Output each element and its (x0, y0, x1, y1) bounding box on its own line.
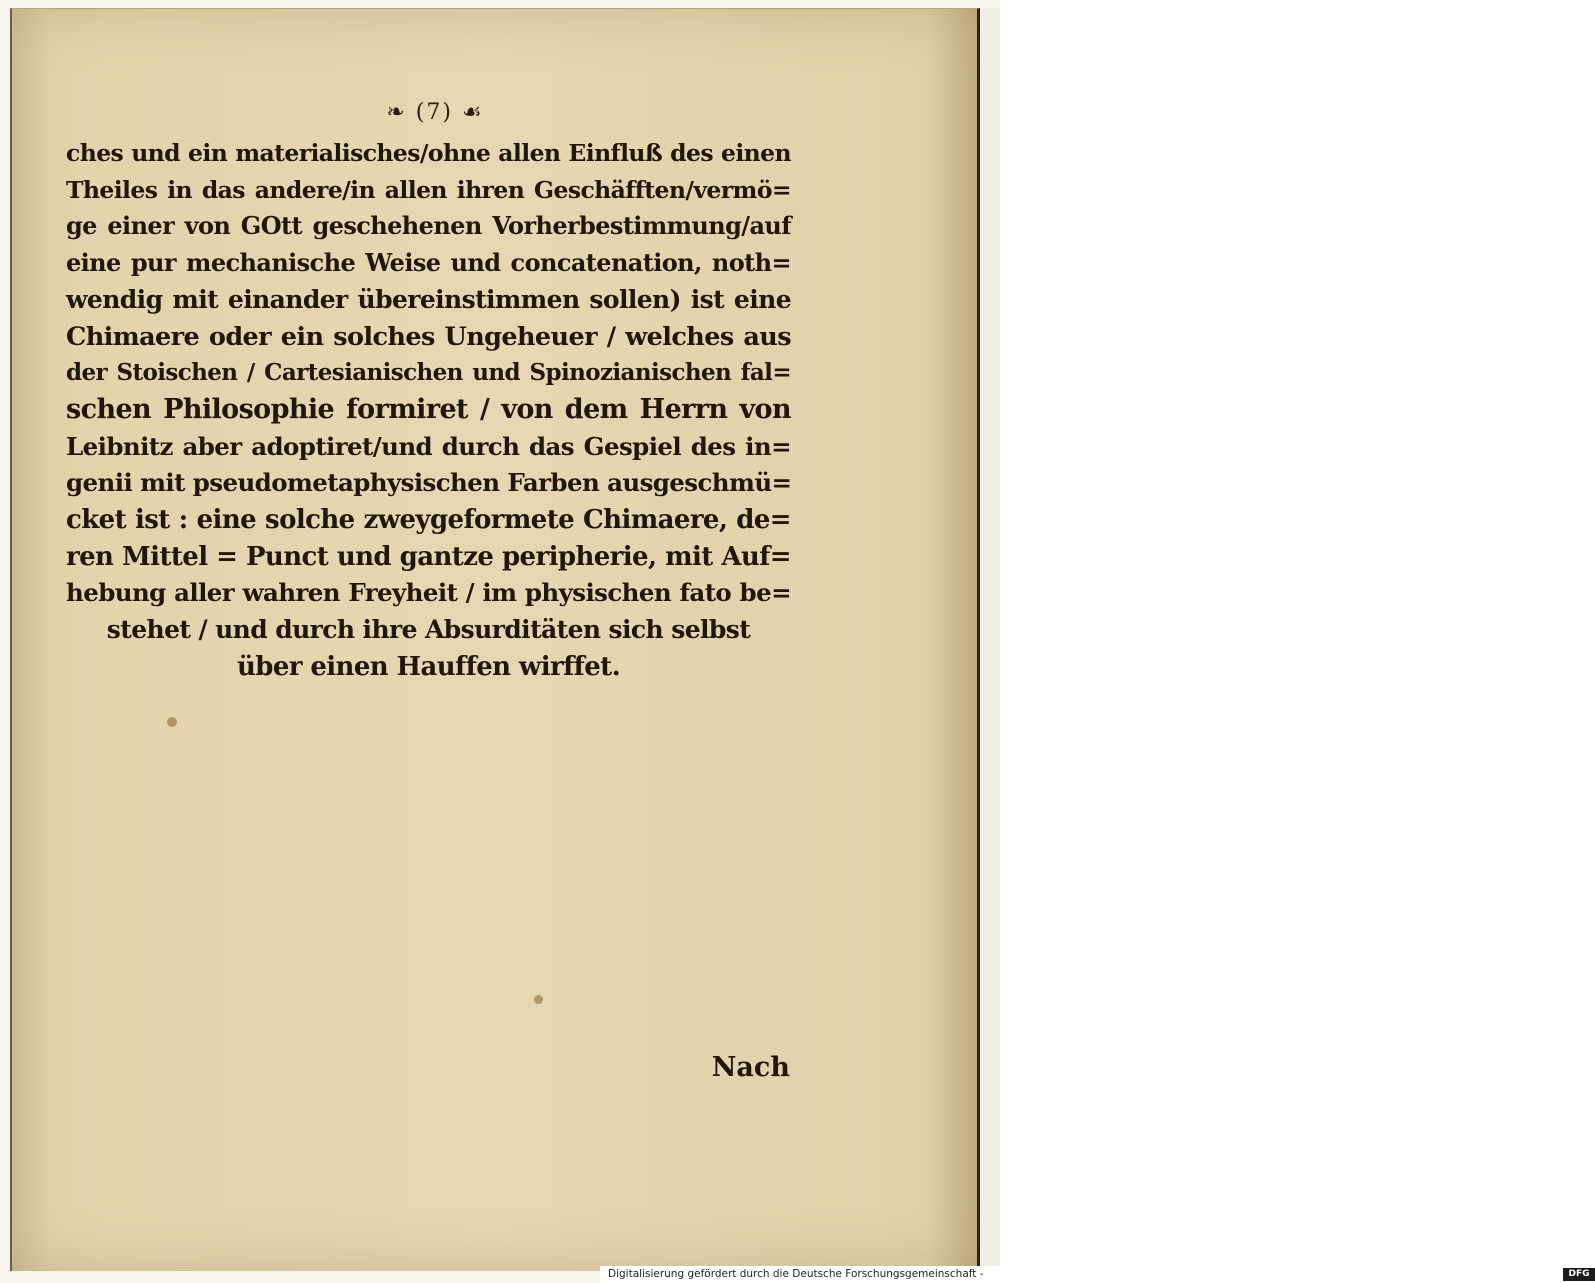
text-line: stehet / und durch ihre Absurditäten sich selbst (106, 615, 751, 645)
text-line: Chimaere oder ein solches Ungeheuer / welches aus (66, 321, 791, 352)
text-line: ge einer von GOtt geschehenen Vorherbestimmung/auf (66, 211, 791, 241)
catchword: Nach (711, 1052, 790, 1083)
text-line: hebung aller wahren Freyheit / im physischen fato be= (66, 578, 791, 608)
text-line: über einen Hauffen wirffet. (236, 651, 621, 682)
text-line: ren Mittel = Punct und gantze peripherie, mit Auf= (66, 541, 791, 572)
text-line: ches und ein materialisches/ohne allen Einfluß des einen (66, 139, 791, 167)
digitization-footer (600, 1266, 1590, 1283)
text-line: der Stoischen / Cartesianischen und Spinozianischen fal= (66, 359, 791, 387)
foxing-spot (167, 717, 177, 727)
dfg-logo-icon: DFG (1563, 1268, 1595, 1281)
text-line: cket ist : eine solche zweygeformete Chimaere, de= (66, 505, 791, 536)
text-line: schen Philosophie formiret / von dem Herrn von (66, 393, 791, 425)
ornament-right-icon: ☙ (461, 100, 484, 125)
page-number (360, 100, 510, 125)
page-number-text: (7) (415, 100, 453, 125)
foxing-spot (534, 995, 543, 1004)
text-line: Leibnitz aber adoptiret/und durch das Gespiel des in= (66, 431, 791, 461)
ornament-left-icon: ❧ (386, 100, 407, 125)
text-line: genii mit pseudometaphysischen Farben ausgeschmü= (66, 468, 792, 498)
text-line: eine pur mechanische Weise und concatenation, noth= (66, 248, 791, 278)
footer-credit: Digitalisierung gefördert durch die Deutsche Forschungsgemeinschaft - (608, 1268, 984, 1280)
text-line: Theiles in das andere/in allen ihren Geschäfften/vermö= (66, 175, 791, 204)
body-text (66, 135, 791, 686)
text-line: wendig mit einander übereinstimmen sollen) ist eine (66, 284, 791, 314)
